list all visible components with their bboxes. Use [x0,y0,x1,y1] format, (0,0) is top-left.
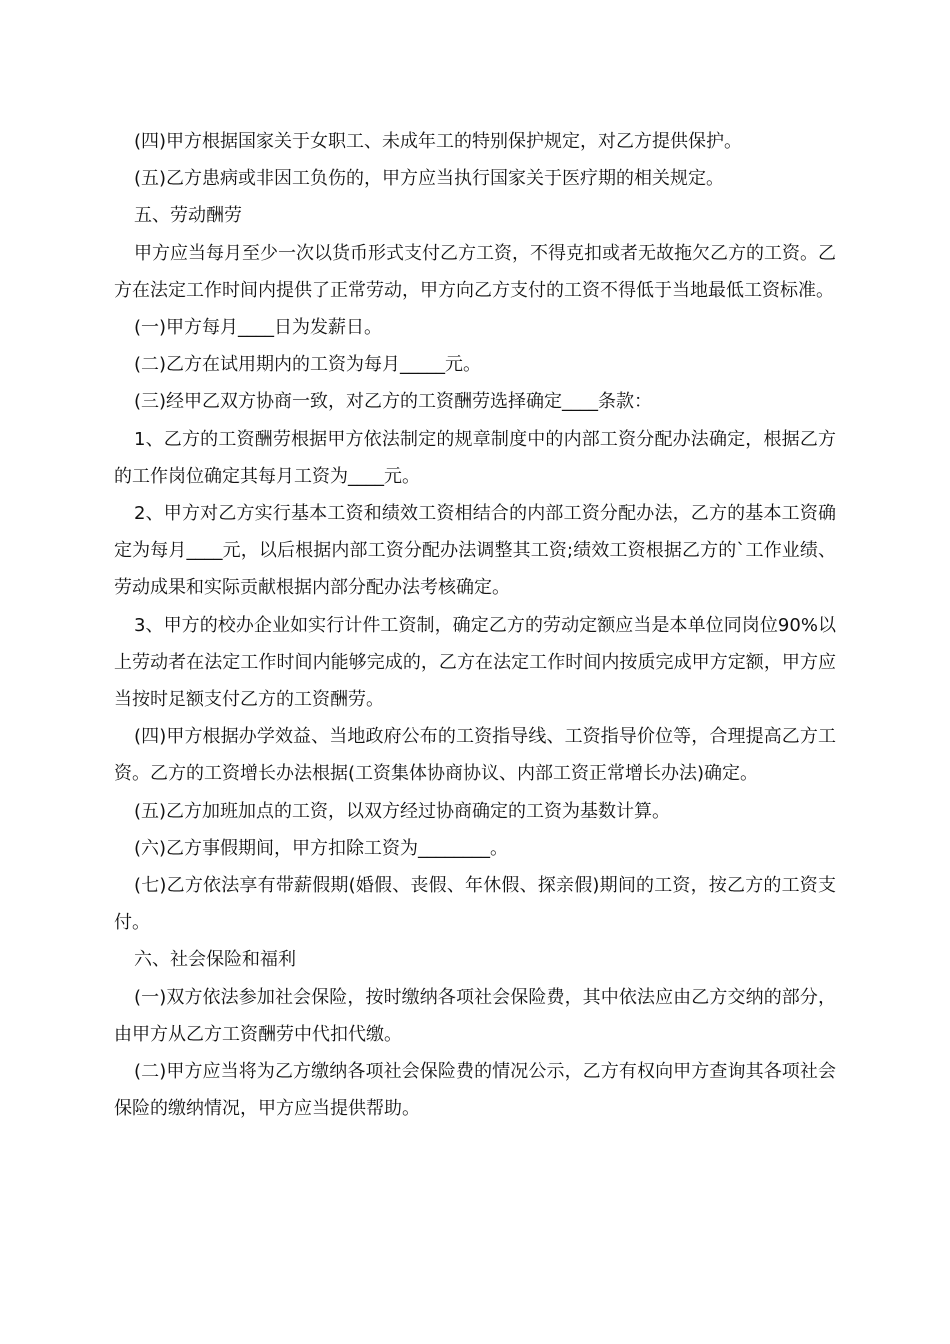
paragraph-wage-clause-choice: (三)经甲乙双方协商一致，对乙方的工资酬劳选择确定____条款： [134,391,653,413]
paragraph-paid-leave: (七)乙方依法享有带薪假期(婚假、丧假、年休假、探亲假)期间的工资，按乙方的工资支付。 [114,875,836,934]
paragraph-insurance-participation: (一)双方依法参加社会保险，按时缴纳各项社会保险费，其中依法应由乙方交纳的部分，由甲方从乙方工资酬劳中代扣代缴。 [114,986,836,1045]
paragraph-insurance-disclosure: (二)甲方应当将为乙方缴纳各项社会保险费的情况公示，乙方有权向甲方查询其各项社会保险的缴纳情况，甲方应当提供帮助。 [114,1061,836,1120]
paragraph-sick-leave: (五)乙方患病或非因工负伤的，甲方应当执行国家关于医疗期的相关规定。 [134,168,725,190]
paragraph-wage-payment: 甲方应当每月至少一次以货币形式支付乙方工资，不得克扣或者无故拖欠乙方的工资。乙方在法定工作时间内提供了正常劳动，甲方向乙方支付的工资不得低于当地最低工资标准。 [114,242,836,301]
section-heading-labor-pay: 五、劳动酬劳 [134,205,242,227]
paragraph-personal-leave: (六)乙方事假期间，甲方扣除工资为________。 [134,837,509,859]
paragraph-probation-wage: (二)乙方在试用期内的工资为每月_____元。 [134,354,482,376]
paragraph-clause-1: 1、乙方的工资酬劳根据甲方依法制定的规章制度中的内部工资分配办法确定，根据乙方的工作岗位确定其每月工资为____元。 [114,428,836,487]
paragraph-payday: (一)甲方每月____日为发薪日。 [134,317,383,339]
document-body [114,123,836,1127]
paragraph-overtime: (五)乙方加班加点的工资，以双方经过协商确定的工资为基数计算。 [134,800,671,822]
paragraph-female-worker-protection: (四)甲方根据国家关于女职工、未成年工的特别保护规定，对乙方提供保护。 [134,131,743,152]
section-heading-social-insurance: 六、社会保险和福利 [134,949,296,971]
paragraph-wage-increase: (四)甲方根据办学效益、当地政府公布的工资指导线、工资指导价位等，合理提高乙方工资。乙方的工资增长办法根据(工资集体协商协议、内部工资正常增长办法)确定。 [114,726,836,785]
paragraph-clause-2: 2、甲方对乙方实行基本工资和绩效工资相结合的内部工资分配办法，乙方的基本工资确定为每月____元，以后根据内部工资分配办法调整其工资;绩效工资根据乙方的`工作业绩、劳动成果和实际贡献根据内部分配办法考核确定。 [114,503,836,599]
paragraph-clause-3: 3、甲方的校办企业如实行计件工资制，确定乙方的劳动定额应当是本单位同岗位90%以上劳动者在法定工作时间内能够完成的，乙方在法定工作时间内按质完成甲方定额，甲方应当按时足额支付乙方的工资酬劳。 [114,614,836,711]
